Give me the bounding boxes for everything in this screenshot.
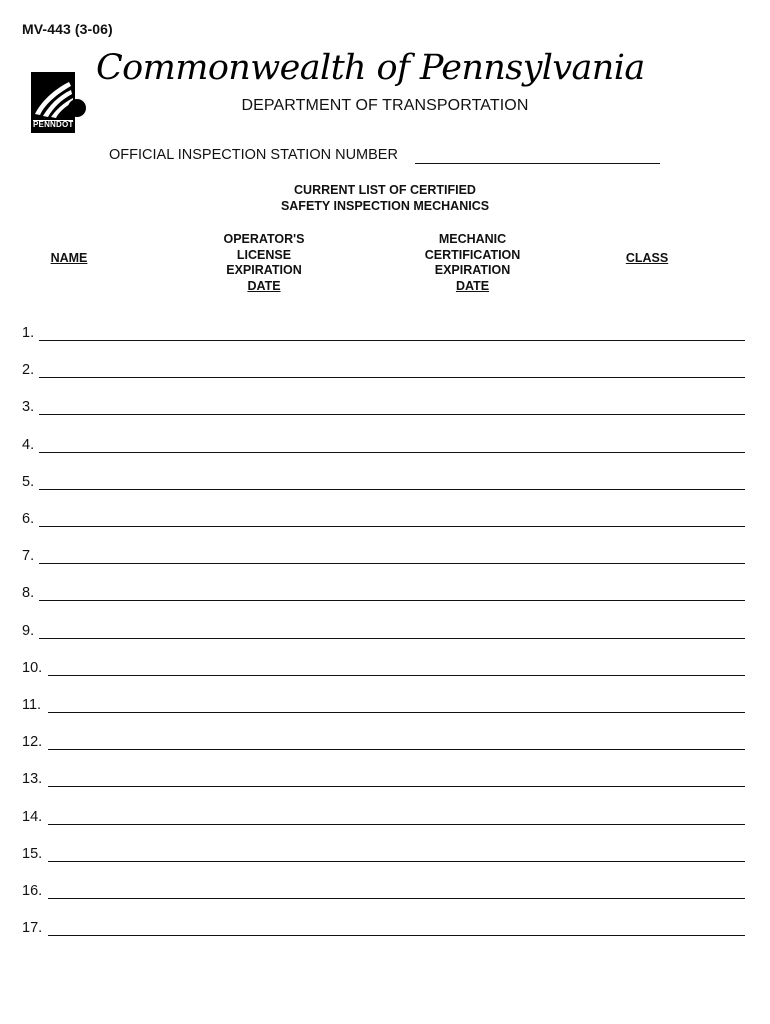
mechanic-header-line2: CERTIFICATION xyxy=(424,247,521,262)
column-header-class: CLASS xyxy=(625,251,669,265)
column-header-name: NAME xyxy=(50,251,88,265)
mechanic-header-line1: MECHANIC xyxy=(438,232,507,246)
column-header-mechanic-certification xyxy=(400,232,545,294)
mechanic-entry-line[interactable] xyxy=(39,401,745,415)
row-number: 1. xyxy=(22,325,35,341)
mechanic-entry-line[interactable] xyxy=(48,662,745,676)
mechanic-entry-line[interactable] xyxy=(39,625,745,639)
mechanic-entry-line[interactable] xyxy=(39,550,745,564)
station-number-field[interactable] xyxy=(415,148,660,164)
license-header-line2: LICENSE xyxy=(236,247,292,262)
license-header-line1: OPERATOR'S xyxy=(223,232,305,246)
mechanic-header-line3: EXPIRATION xyxy=(434,263,511,277)
state-title: Commonwealth of Pennsylvania xyxy=(96,48,645,88)
row-number: 8. xyxy=(22,585,35,601)
license-header-line4: DATE xyxy=(247,278,281,293)
list-title xyxy=(0,182,770,214)
row-number: 13. xyxy=(22,771,43,787)
list-title-line1: CURRENT LIST OF CERTIFIED xyxy=(294,183,476,197)
mechanic-entry-line[interactable] xyxy=(48,811,745,825)
row-number: 16. xyxy=(22,883,43,899)
column-header-license-expiration xyxy=(199,232,329,294)
mechanic-header-line4: DATE xyxy=(455,278,490,293)
row-number: 9. xyxy=(22,623,35,639)
mechanic-entry-line[interactable] xyxy=(48,922,745,936)
department-title: DEPARTMENT OF TRANSPORTATION xyxy=(241,97,529,114)
mechanic-entry-line[interactable] xyxy=(39,513,745,527)
mechanic-entry-line[interactable] xyxy=(39,476,745,490)
mechanic-entry-line[interactable] xyxy=(39,327,745,341)
mechanic-entry-line[interactable] xyxy=(39,439,745,453)
mechanic-entry-line[interactable] xyxy=(48,885,745,899)
row-number: 6. xyxy=(22,511,35,527)
form-code: MV-443 (3-06) xyxy=(22,21,113,37)
row-number: 10. xyxy=(22,660,43,676)
station-number-label: OFFICIAL INSPECTION STATION NUMBER xyxy=(109,147,398,163)
mechanic-entry-line[interactable] xyxy=(48,773,745,787)
license-header-line3: EXPIRATION xyxy=(226,263,302,277)
row-number: 5. xyxy=(22,474,35,490)
row-number: 7. xyxy=(22,548,35,564)
row-number: 11. xyxy=(22,697,42,713)
row-number: 4. xyxy=(22,437,35,453)
row-number: 3. xyxy=(22,399,35,415)
row-number: 14. xyxy=(22,809,43,825)
row-number: 12. xyxy=(22,734,43,750)
row-number: 2. xyxy=(22,362,35,378)
row-number: 15. xyxy=(22,846,43,862)
mechanic-entry-line[interactable] xyxy=(39,364,745,378)
mechanic-entry-line[interactable] xyxy=(48,736,745,750)
mechanic-entry-line[interactable] xyxy=(48,848,745,862)
mechanic-entry-line[interactable] xyxy=(39,587,745,601)
logo-text: PENNDOT xyxy=(33,120,74,129)
row-number: 17. xyxy=(22,920,43,936)
mechanic-entry-line[interactable] xyxy=(48,699,745,713)
list-title-line2: SAFETY INSPECTION MECHANICS xyxy=(280,199,490,213)
